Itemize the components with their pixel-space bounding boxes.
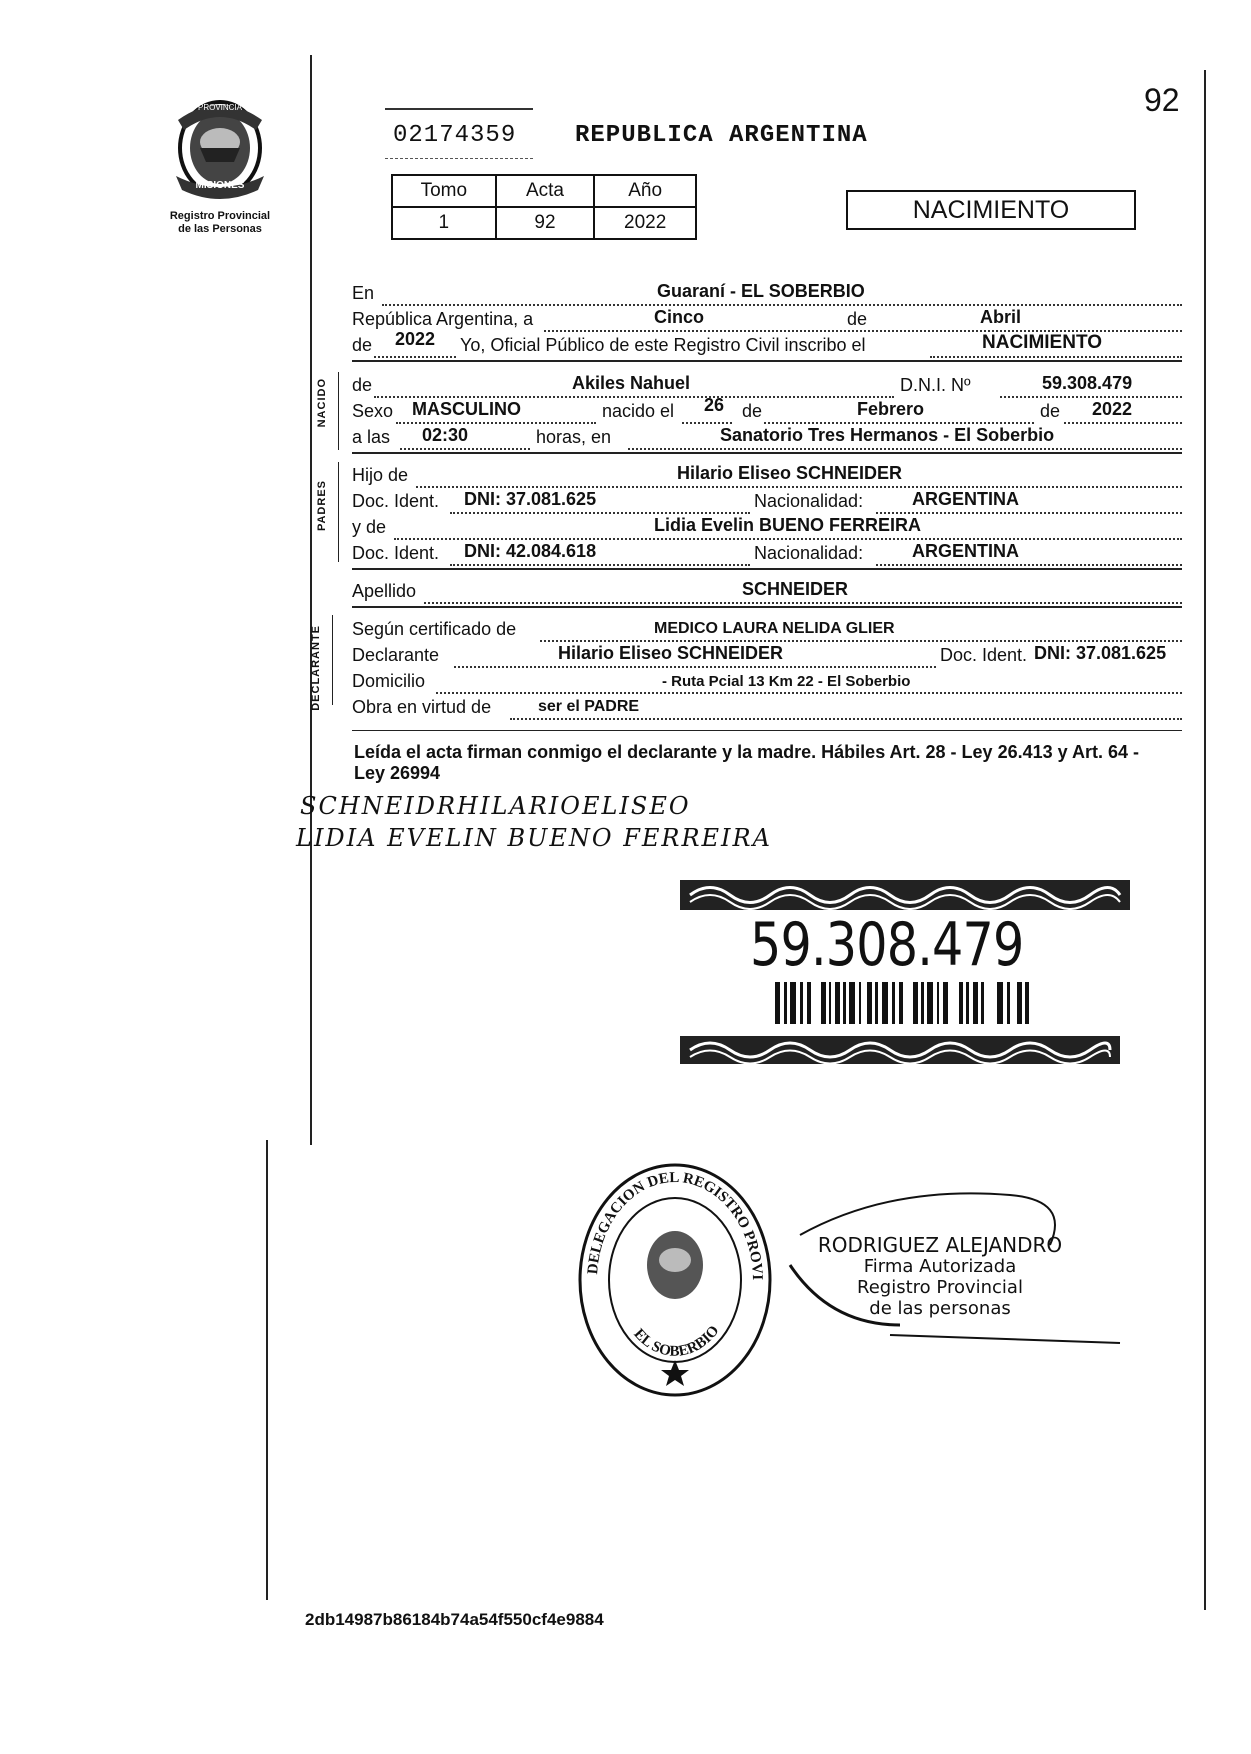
label-nac2: Nacionalidad: <box>754 543 864 563</box>
left-margin-line <box>310 55 312 1145</box>
label-apellido: Apellido <box>352 581 417 601</box>
registry-crest <box>160 90 280 205</box>
anio-header: Año <box>594 175 696 207</box>
handwritten-signature-1: SCHNEIDRHILARIOELISEO <box>300 792 691 820</box>
label-dni: D.N.I. Nº <box>900 375 971 395</box>
rule-after-padres <box>352 568 1182 570</box>
side-label-padres: PADRES <box>316 480 328 532</box>
value-dni-declarante: DNI: 37.081.625 <box>1034 643 1167 663</box>
label-nacido: nacido el <box>602 401 675 421</box>
dni-sticker-number: 59.308.479 <box>750 910 1024 980</box>
value-dni-padre: DNI: 37.081.625 <box>464 489 597 509</box>
value-nac-padre: ARGENTINA <box>912 489 1019 509</box>
value-sexo: MASCULINO <box>412 399 521 419</box>
barcode <box>775 982 1035 1024</box>
svg-text:EL SOBERBIO <box>630 1323 722 1360</box>
label-de-year: de <box>352 335 373 355</box>
padres-bracket <box>338 462 339 562</box>
value-madre: Lidia Evelin BUENO FERREIRA <box>654 515 922 535</box>
value-domicilio: - Ruta Pcial 13 Km 22 - El Soberbio <box>662 673 911 690</box>
seal-text: DELEGACION DEL REGISTRO PROVI <box>585 1169 766 1281</box>
row-madre <box>352 514 1182 540</box>
side-label-declarante: DECLARANTE <box>310 625 322 711</box>
label-de2: de <box>742 401 763 421</box>
record-table-values <box>392 207 696 239</box>
label-de3: de <box>1040 401 1061 421</box>
signer-org-2: de las personas <box>869 1298 1011 1319</box>
dni-sticker <box>680 880 1130 1065</box>
tomo-value: 1 <box>392 207 496 239</box>
value-nombre: Akiles Nahuel <box>572 373 691 393</box>
rule-after-nacido <box>352 452 1182 454</box>
label-hijo-de: Hijo de <box>352 465 409 485</box>
document-hash: 2db14987b86184b74a54f550cf4e9884 <box>305 1610 604 1629</box>
tomo-header: Tomo <box>392 175 496 207</box>
label-a-las: a las <box>352 427 391 447</box>
label-yo: Yo, Oficial Público de este Registro Civil inscribo el <box>460 335 866 355</box>
country-title: REPUBLICA ARGENTINA <box>575 122 868 149</box>
label-nac1: Nacionalidad: <box>754 491 864 511</box>
row-obra <box>352 694 1182 720</box>
value-mes: Abril <box>980 307 1022 327</box>
handwritten-signature-2: LIDIA EVELIN BUENO FERREIRA <box>296 824 772 852</box>
nacido-bracket <box>338 372 339 450</box>
page-number: 92 <box>1144 82 1180 118</box>
acta-header: Acta <box>496 175 595 207</box>
value-certificado: MEDICO LAURA NELIDA GLIER <box>654 620 895 637</box>
serial-number: 02174359 <box>393 122 517 149</box>
row-doc-madre <box>352 540 1182 566</box>
row-fecha <box>352 306 1182 332</box>
value-anio-nac: 2022 <box>1092 399 1133 419</box>
value-nac-madre: ARGENTINA <box>912 541 1019 561</box>
signer-name: RODRIGUEZ ALEJANDRO <box>817 1233 1063 1257</box>
left-margin-line-lower <box>266 1140 268 1600</box>
label-obra: Obra en virtud de <box>352 697 492 717</box>
value-dia-letras: Cinco <box>654 307 705 327</box>
anio-value: 2022 <box>594 207 696 239</box>
row-lugar <box>352 280 1182 306</box>
label-de-name: de <box>352 375 373 395</box>
side-label-nacido: NACIDO <box>316 378 328 428</box>
label-declarante: Declarante <box>352 645 440 665</box>
row-apellido <box>352 578 1182 604</box>
label-doc2: Doc. Ident. <box>352 543 440 563</box>
label-de: de <box>844 309 870 330</box>
label-doc1: Doc. Ident. <box>352 491 440 511</box>
label-doc3: Doc. Ident. <box>940 645 1028 665</box>
sticker-pattern-bottom <box>680 1036 1120 1064</box>
row-sexo <box>352 395 1182 424</box>
value-mes-nac: Febrero <box>857 399 925 419</box>
right-margin-line <box>1204 70 1206 1610</box>
value-lugar: Guaraní - EL SOBERBIO <box>657 281 865 301</box>
row-doc-padre <box>352 488 1182 514</box>
value-hora: 02:30 <box>422 425 469 445</box>
signer-title: Firma Autorizada <box>863 1256 1017 1277</box>
row-nombre <box>352 372 1182 398</box>
row-inscripcion <box>352 329 1182 358</box>
value-dni-madre: DNI: 42.084.618 <box>464 541 597 561</box>
signer-org: Registro Provincial <box>857 1277 1023 1298</box>
value-lugar-nac: Sanatorio Tres Hermanos - El Soberbio <box>720 425 1055 445</box>
registry-name <box>150 210 290 236</box>
declarante-bracket <box>332 615 333 705</box>
signature-block <box>800 1235 1080 1319</box>
value-anio: 2022 <box>395 329 436 349</box>
serial-stamp <box>385 108 533 159</box>
label-sexo: Sexo <box>352 401 394 421</box>
row-hora <box>352 424 1182 450</box>
crest-top-text: PROVINCIA <box>197 103 243 112</box>
value-declarante: Hilario Eliseo SCHNEIDER <box>558 643 784 663</box>
label-horas: horas, en <box>536 427 612 447</box>
registry-name-line1: Registro Provincial <box>169 210 271 222</box>
seal-inner-text: EL SOBERBIO <box>630 1322 723 1360</box>
label-en: En <box>352 283 375 303</box>
label-y-de: y de <box>352 517 387 537</box>
official-seal <box>575 1160 775 1400</box>
authorized-signature <box>770 1175 1130 1355</box>
record-table <box>391 174 697 240</box>
value-inscripcion: NACIMIENTO <box>982 332 1102 353</box>
label-segun: Según certificado de <box>352 619 517 639</box>
row-certificado <box>352 616 1182 642</box>
closing-text: Leída el acta firman conmigo el declarante y la madre. Hábiles Art. 28 - Ley 26.413 y Art. 64 - Ley 26994 <box>354 742 1139 783</box>
sticker-pattern-top <box>680 880 1130 910</box>
value-apellido: SCHNEIDER <box>742 579 849 599</box>
acta-value: 92 <box>496 207 595 239</box>
value-dni: 59.308.479 <box>1042 373 1133 393</box>
value-padre: Hilario Eliseo SCHNEIDER <box>677 463 903 483</box>
value-obra: ser el PADRE <box>538 698 640 715</box>
record-type-box: NACIMIENTO <box>846 190 1136 230</box>
rule-after-apellido <box>352 606 1182 608</box>
crest-text: MISIONES <box>195 180 245 191</box>
record-table-header <box>392 175 696 207</box>
rule-after-header <box>352 360 1182 362</box>
row-declarante <box>352 642 1182 668</box>
label-republica: República Argentina, a <box>352 309 534 329</box>
row-domicilio <box>352 668 1182 694</box>
value-dia-nac: 26 <box>704 395 725 415</box>
row-padre <box>352 462 1182 488</box>
label-domicilio: Domicilio <box>352 671 426 691</box>
rule-after-declarante <box>352 730 1182 731</box>
registry-name-line2: de las Personas <box>178 223 262 235</box>
